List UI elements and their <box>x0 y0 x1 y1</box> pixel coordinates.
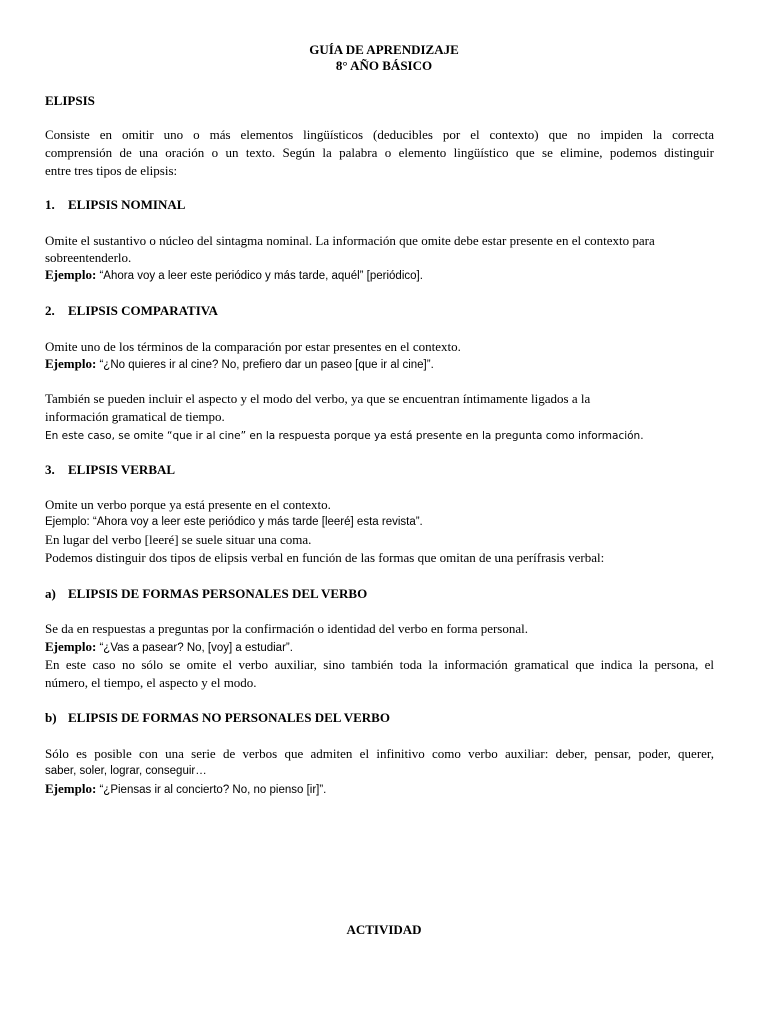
section-1-title: ELIPSIS NOMINAL <box>68 197 186 212</box>
section-1-number: 1. <box>45 197 55 212</box>
subsection-a-paragraph-2: En este caso no sólo se omite el verbo auxiliar, sino también toda la información gramatical que indica la persona, el <box>45 657 714 672</box>
example-label: Ejemplo: <box>45 267 97 282</box>
section-1-example <box>45 266 423 285</box>
document-title: ELIPSIS <box>45 93 95 108</box>
example-text: “¿No quieres ir al cine? No, prefiero dar un paseo [que ir al cine]”. <box>96 359 434 371</box>
example-label: Ejemplo: <box>45 639 97 654</box>
section-2-heading <box>45 302 218 319</box>
section-3-number: 3. <box>45 462 55 477</box>
section-3-paragraph-1: Omite un verbo porque ya está presente en el contexto. <box>45 497 331 512</box>
section-3-paragraph-3: Podemos distinguir dos tipos de elipsis verbal en función de las formas que omitan de una perífrasis verbal: <box>45 550 605 565</box>
section-2-paragraph-1: Omite uno de los términos de la comparación por estar presentes en el contexto. <box>45 339 461 354</box>
section-2-note-1: También se pueden incluir el aspecto y el modo del verbo, ya que se encuentran íntimamente ligados a la <box>45 391 591 406</box>
subsection-a-paragraph-1: Se da en respuestas a preguntas por la confirmación o identidad del verbo en forma personal. <box>45 621 528 636</box>
intro-line-3: entre tres tipos de elipsis: <box>45 163 178 178</box>
section-3-paragraph-2: En lugar del verbo [leeré] se suele situar una coma. <box>45 532 312 547</box>
note-period: . <box>640 430 644 442</box>
section-2-number: 2. <box>45 303 55 318</box>
intro-line-1: Consiste en omitir uno o más elementos lingüísticos (deducibles por el contexto) que no impiden la correcta <box>45 127 714 142</box>
activity-heading: ACTIVIDAD <box>346 922 422 937</box>
example-text: “¿Vas a pasear? No, [voy] a estudiar”. <box>96 642 293 654</box>
section-1-paragraph-1: Omite el sustantivo o núcleo del sintagma nominal. La información que omite debe estar presente en el contexto para <box>45 233 655 248</box>
subsection-b-paragraph-2: saber, soler, lograr, conseguir… <box>45 765 207 777</box>
subsection-b-title: ELIPSIS DE FORMAS NO PERSONALES DEL VERBO <box>68 710 390 725</box>
intro-line-2: comprensión de una oración o un texto. Según la palabra o elemento lingüístico que se elimine, podemos distinguir <box>45 145 714 160</box>
subsection-b-heading <box>45 709 390 726</box>
section-2-example <box>45 355 434 374</box>
subsection-a-title: ELIPSIS DE FORMAS PERSONALES DEL VERBO <box>68 586 368 601</box>
subsection-b-paragraph-1: Sólo es posible con una serie de verbos que admiten el infinitivo como verbo auxiliar: deber, pensar, poder, querer, <box>45 746 714 761</box>
section-2-note-3 <box>45 426 644 445</box>
example-text: “¿Piensas ir al concierto? No, no pienso [ir]”. <box>96 784 327 796</box>
subsection-a-letter: a) <box>45 586 56 601</box>
section-3-example: Ejemplo: “Ahora voy a leer este periódico y más tarde [leeré] esta revista”. <box>45 516 423 528</box>
section-2-note-2: información gramatical de tiempo. <box>45 409 225 424</box>
section-3-title: ELIPSIS VERBAL <box>68 462 176 477</box>
subsection-a-heading <box>45 585 367 602</box>
header-title: GUÍA DE APRENDIZAJE <box>309 42 459 57</box>
section-2-title: ELIPSIS COMPARATIVA <box>68 303 218 318</box>
subsection-b-example <box>45 780 326 799</box>
section-1-paragraph-2: sobreentenderlo. <box>45 250 132 265</box>
subsection-a-paragraph-3: número, el tiempo, el aspecto y el modo. <box>45 675 257 690</box>
example-label: Ejemplo: <box>45 781 97 796</box>
header-subtitle: 8° AÑO BÁSICO <box>335 58 433 73</box>
subsection-b-letter: b) <box>45 710 57 725</box>
note-text: En este caso, se omite “que ir al cine” en la respuesta porque ya está presente en la pregunta como información <box>45 430 641 442</box>
example-label: Ejemplo: <box>45 356 97 371</box>
example-text: “Ahora voy a leer este periódico y más tarde, aquél” [periódico]. <box>96 270 423 282</box>
subsection-a-example <box>45 638 293 657</box>
section-1-heading <box>45 196 185 213</box>
section-3-heading <box>45 461 175 478</box>
